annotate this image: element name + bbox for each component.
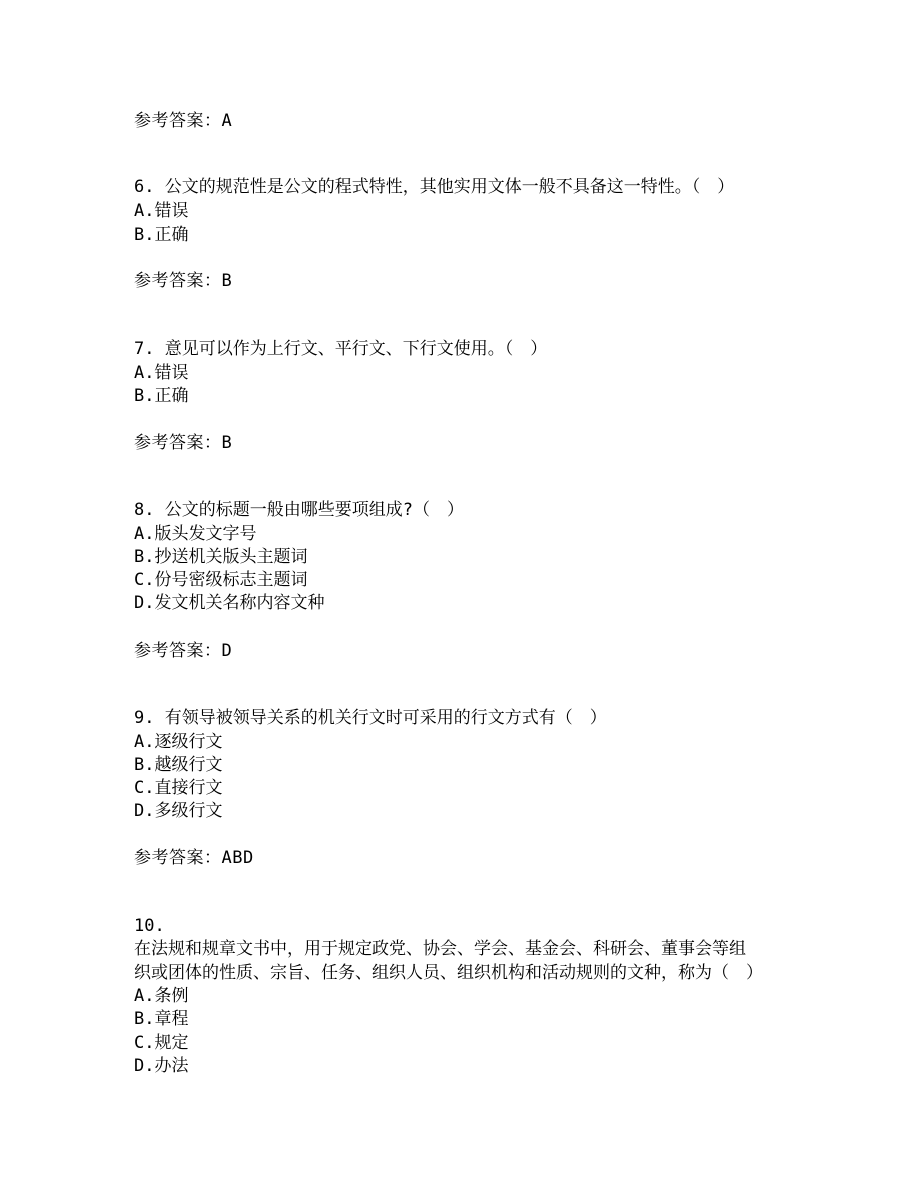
question-10-stem-line-2: 织或团体的性质、宗旨、任务、组织人员、组织机构和活动规则的文种，称为（ ） bbox=[134, 963, 763, 983]
question-7-option-b: B.正确 bbox=[134, 386, 189, 406]
question-7-option-a: A.错误 bbox=[134, 363, 189, 383]
question-10-stem-line-1: 在法规和规章文书中，用于规定政党、协会、学会、基金会、科研会、董事会等组 bbox=[134, 939, 746, 959]
question-8-option-b: B.抄送机关版头主题词 bbox=[134, 547, 308, 567]
question-8-option-c: C.份号密级标志主题词 bbox=[134, 570, 308, 590]
question-10-option-b: B.章程 bbox=[134, 1009, 189, 1029]
question-9-option-b: B.越级行文 bbox=[134, 755, 223, 775]
question-6-option-a: A.错误 bbox=[134, 201, 189, 221]
question-10-option-a: A.条例 bbox=[134, 986, 189, 1006]
answer-line: 参考答案：A bbox=[134, 111, 233, 131]
question-9-option-d: D.多级行文 bbox=[134, 801, 223, 821]
question-9-option-a: A.逐级行文 bbox=[134, 732, 223, 752]
question-8-option-d: D.发文机关名称内容文种 bbox=[134, 593, 325, 613]
question-9-answer: 参考答案：ABD bbox=[134, 848, 254, 868]
question-6-answer: 参考答案：B bbox=[134, 271, 233, 291]
question-7-stem: 7. 意见可以作为上行文、平行文、下行文使用。（ ） bbox=[134, 339, 548, 359]
question-6-option-b: B.正确 bbox=[134, 225, 189, 245]
question-8-answer: 参考答案：D bbox=[134, 641, 233, 661]
question-8-option-a: A.版头发文字号 bbox=[134, 524, 257, 544]
question-6-stem: 6. 公文的规范性是公文的程式特性，其他实用文体一般不具备这一特性。（ ） bbox=[134, 177, 735, 197]
question-9-stem: 9. 有领导被领导关系的机关行文时可采用的行文方式有（ ） bbox=[134, 708, 607, 728]
question-8-stem: 8. 公文的标题一般由哪些要项组成?（ ） bbox=[134, 500, 464, 520]
question-10-number: 10. bbox=[134, 916, 165, 936]
question-10-option-d: D.办法 bbox=[134, 1056, 189, 1076]
question-9-option-c: C.直接行文 bbox=[134, 778, 223, 798]
question-10-option-c: C.规定 bbox=[134, 1033, 189, 1053]
question-7-answer: 参考答案：B bbox=[134, 433, 233, 453]
